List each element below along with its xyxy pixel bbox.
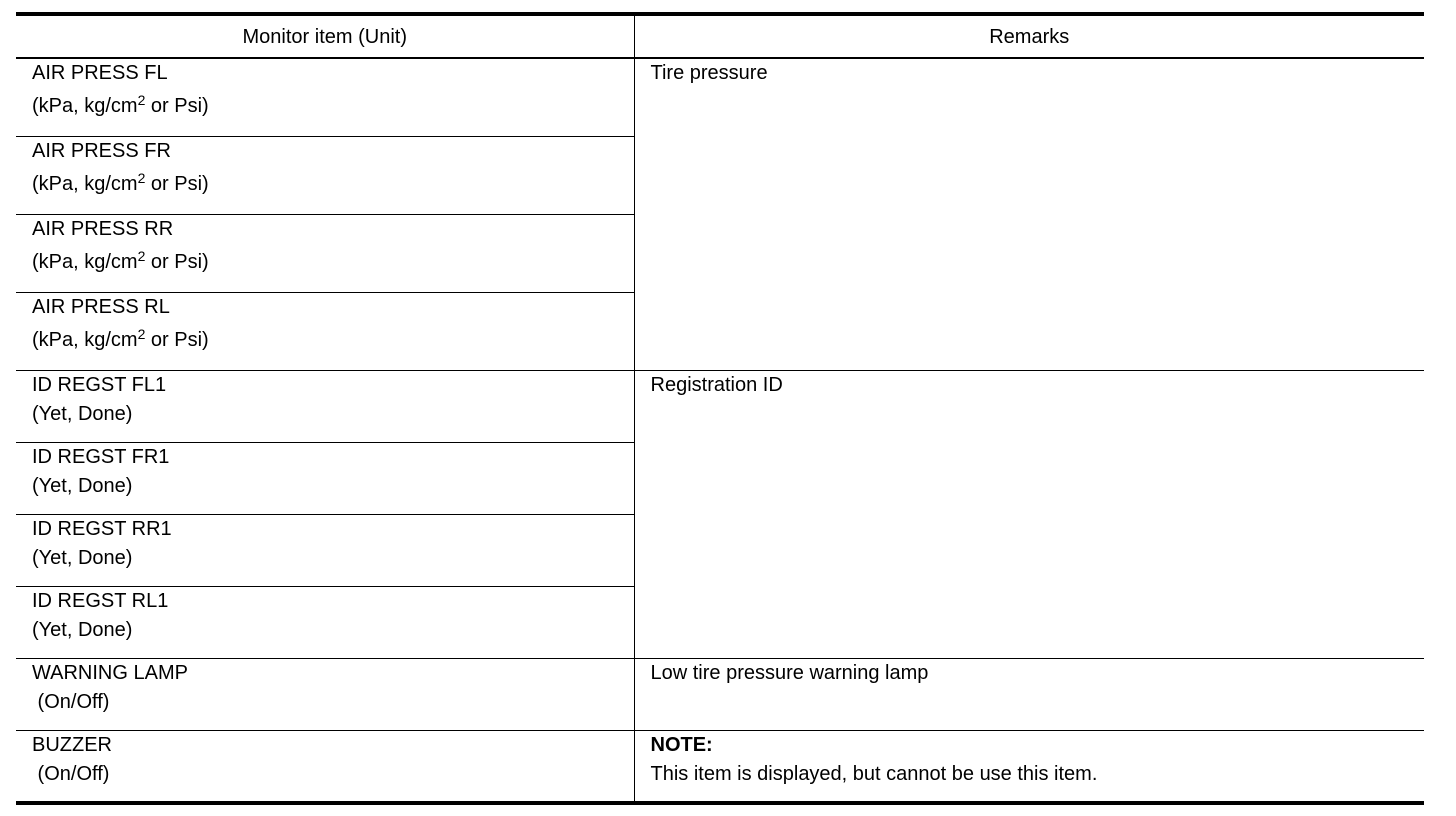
monitor-item-name: ID REGST FL1 [32, 374, 167, 396]
table-row [16, 58, 1424, 137]
monitor-item-unit: (Yet, Done) [32, 475, 133, 497]
table-header-row [16, 14, 1424, 58]
table-row [16, 371, 1424, 443]
note-label: NOTE: [650, 734, 713, 756]
monitor-item-cell [16, 587, 634, 659]
monitor-item-cell [16, 515, 634, 587]
monitor-item-name: AIR PRESS FR [32, 140, 171, 162]
remark-cell [634, 731, 1424, 804]
monitor-item-unit: (kPa, $kg/cm^2$ or Psi) [32, 92, 209, 117]
table-row [16, 731, 1424, 804]
monitor-item-cell [16, 58, 634, 137]
monitor-item-table [16, 12, 1424, 805]
remark-cell: Tire pressure [634, 58, 1424, 371]
monitor-item-unit: (kPa, $kg/cm^2$ or Psi) [32, 170, 209, 195]
monitor-item-cell [16, 293, 634, 371]
monitor-item-name: WARNING LAMP [32, 662, 188, 684]
monitor-item-name: AIR PRESS RL [32, 296, 170, 318]
remark-cell: Low tire pressure warning lamp [634, 659, 1424, 731]
monitor-item-name: AIR PRESS RR [32, 218, 174, 240]
monitor-item-cell [16, 371, 634, 443]
monitor-item-name: ID REGST RR1 [32, 518, 172, 540]
table-row [16, 659, 1424, 731]
monitor-item-unit: (On/Off) [32, 763, 110, 785]
monitor-item-unit: (kPa, $kg/cm^2$ or Psi) [32, 326, 209, 351]
monitor-item-name: BUZZER [32, 734, 112, 756]
monitor-item-unit: (On/Off) [32, 691, 110, 713]
note-text: This item is displayed, but cannot be use this item. [650, 763, 1098, 785]
monitor-item-name: AIR PRESS FL [32, 62, 168, 84]
remark-cell: Registration ID [634, 371, 1424, 659]
column-header-remarks: Remarks [634, 14, 1424, 58]
monitor-item-unit: (Yet, Done) [32, 403, 133, 425]
monitor-item-cell [16, 659, 634, 731]
monitor-item-cell [16, 731, 634, 804]
monitor-item-cell [16, 443, 634, 515]
monitor-item-unit: (Yet, Done) [32, 547, 133, 569]
monitor-item-name: ID REGST FR1 [32, 446, 170, 468]
monitor-item-unit: (kPa, $kg/cm^2$ or Psi) [32, 248, 209, 273]
monitor-item-name: ID REGST RL1 [32, 590, 169, 612]
monitor-item-cell [16, 215, 634, 293]
monitor-item-cell [16, 137, 634, 215]
monitor-item-unit: (Yet, Done) [32, 619, 133, 641]
column-header-monitor-item: Monitor item (Unit) [16, 14, 634, 58]
